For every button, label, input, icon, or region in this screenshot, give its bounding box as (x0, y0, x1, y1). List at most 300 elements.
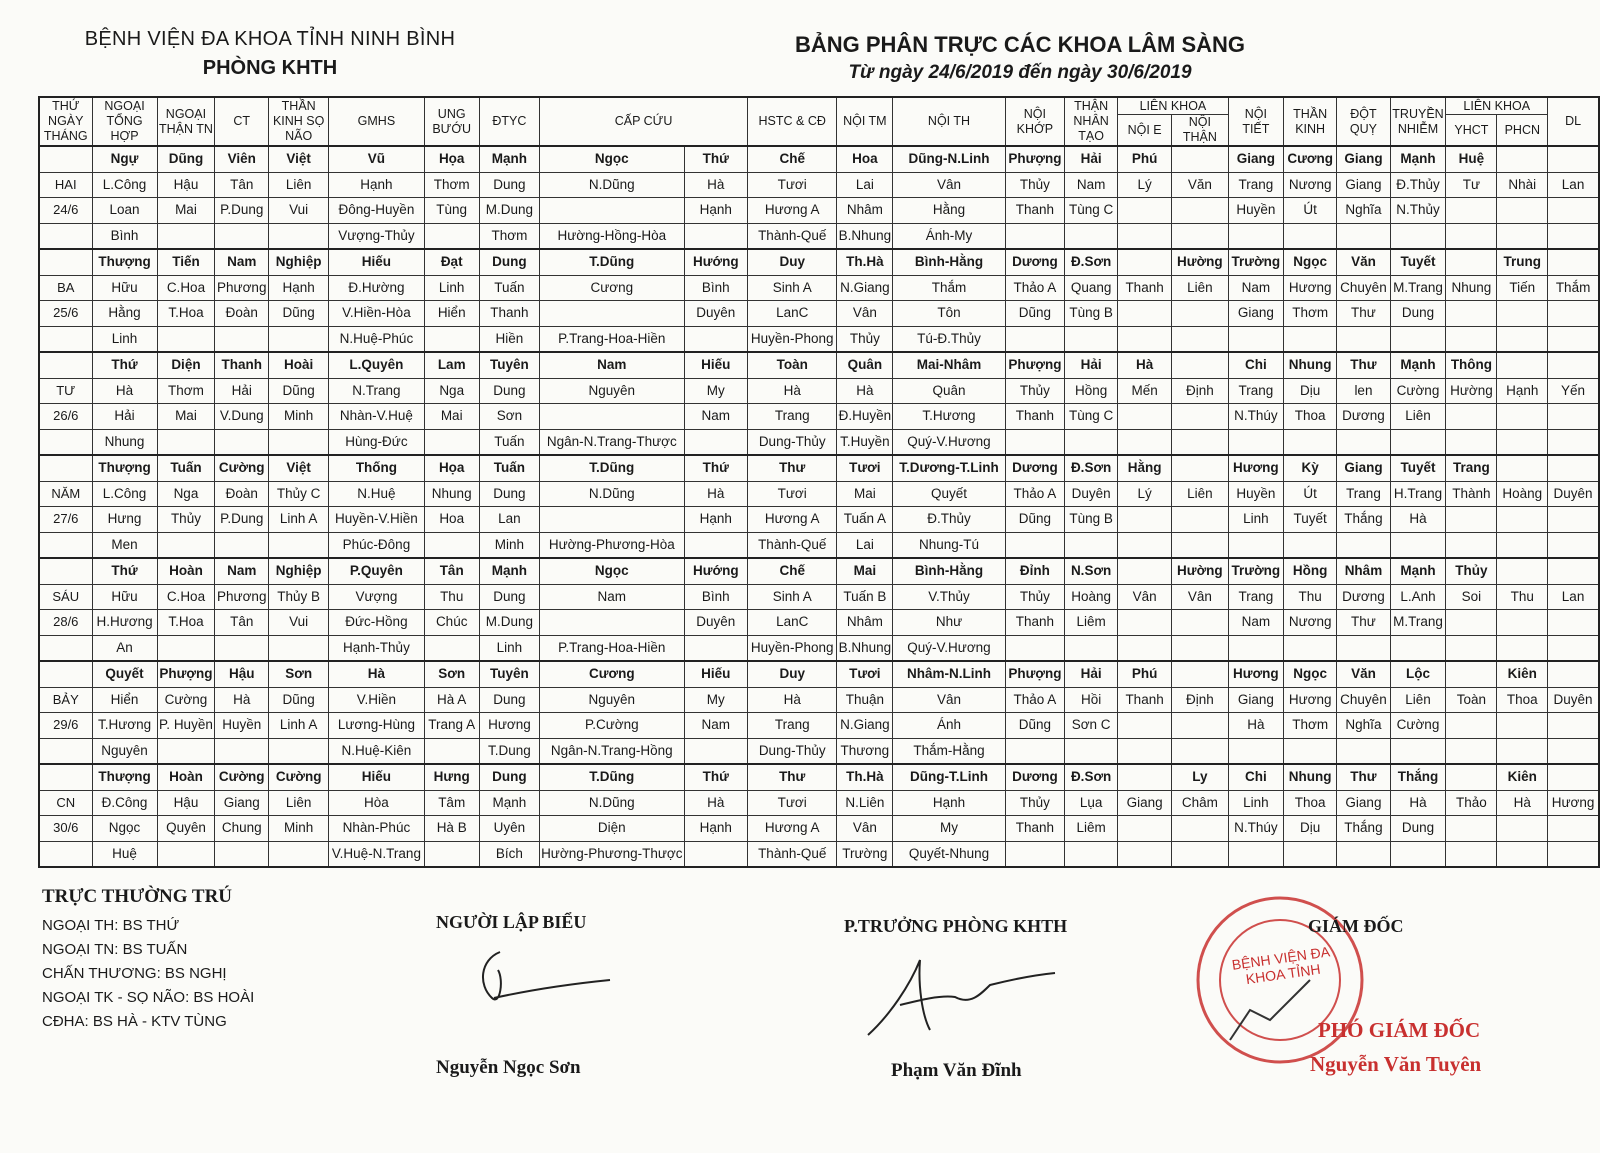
table-cell: Hường-Hồng-Hòa (540, 223, 684, 249)
table-cell: Hoàn (157, 764, 215, 790)
table-cell: Duy (748, 661, 837, 687)
table-cell: Hà (92, 378, 157, 404)
table-cell (1497, 532, 1548, 558)
table-cell: Thanh (215, 352, 269, 378)
table-cell: Nhâm-N.Linh (893, 661, 1005, 687)
table-cell (1446, 661, 1497, 687)
table-cell: Thanh (1118, 275, 1172, 301)
table-cell: Dung (1390, 301, 1446, 327)
table-cell (1172, 738, 1229, 764)
table-cell (1497, 326, 1548, 352)
table-cell: Dung-Thủy (748, 429, 837, 455)
day-date: 25/6 (39, 301, 92, 327)
col-ngoai-than-tn: NGOẠI THẬN TN (157, 97, 215, 146)
table-cell (269, 841, 329, 867)
table-cell: LanC (748, 301, 837, 327)
table-cell: Hướng (684, 558, 748, 584)
table-cell (215, 429, 269, 455)
table-cell: Nhàn-V.Huệ (329, 404, 424, 430)
table-cell: Tuyết (1284, 507, 1337, 533)
day-cell (39, 326, 92, 352)
resident-duty-title: TRỰC THƯỜNG TRÚ (42, 886, 233, 907)
table-cell: B.Nhung (837, 635, 893, 661)
table-cell (157, 532, 215, 558)
table-row (39, 610, 1599, 636)
table-cell: Sơn C (1065, 713, 1118, 739)
table-cell: Tùng B (1065, 301, 1118, 327)
table-cell: Hồng (1065, 378, 1118, 404)
table-cell (1497, 404, 1548, 430)
table-cell: Vân (1118, 584, 1172, 610)
table-cell: Hạnh (1497, 378, 1548, 404)
table-row (39, 532, 1599, 558)
table-cell (1337, 223, 1390, 249)
table-cell: Hà (684, 790, 748, 816)
table-cell: Cương (540, 661, 684, 687)
table-cell: Hà (837, 378, 893, 404)
table-cell: Dương (1005, 455, 1064, 481)
table-cell: Liên (1172, 481, 1229, 507)
table-cell: Dũng (1005, 301, 1064, 327)
table-cell (1446, 764, 1497, 790)
table-cell: Quyết (893, 481, 1005, 507)
table-cell (1497, 841, 1548, 867)
col-phcn: PHCN (1497, 115, 1548, 147)
table-cell: Huệ (92, 841, 157, 867)
table-cell: Cường (1390, 378, 1446, 404)
table-cell (1172, 661, 1229, 687)
table-cell: Thứ (92, 352, 157, 378)
table-cell: Chúc (424, 610, 479, 636)
table-cell: Dũng (269, 687, 329, 713)
table-row (39, 816, 1599, 842)
table-cell: Mạnh (1390, 352, 1446, 378)
table-cell: Dung (479, 481, 539, 507)
table-cell: Trang (1337, 481, 1390, 507)
table-cell: N.Dũng (540, 481, 684, 507)
col-noi-khop: NỘI KHỚP (1005, 97, 1064, 146)
table-row (39, 378, 1599, 404)
table-cell (1118, 558, 1172, 584)
table-cell (1548, 223, 1599, 249)
table-row (39, 429, 1599, 455)
table-cell: Tân (424, 558, 479, 584)
day-label: BA (39, 275, 92, 301)
day-cell (39, 532, 92, 558)
table-cell: Chi (1228, 764, 1283, 790)
table-cell: Quý-V.Hương (893, 635, 1005, 661)
table-cell: Quang (1065, 275, 1118, 301)
table-cell: Hương (1548, 790, 1599, 816)
table-cell: Thống (329, 455, 424, 481)
table-cell: Lý (1118, 172, 1172, 198)
table-cell (215, 532, 269, 558)
table-cell (1118, 841, 1172, 867)
table-cell (1118, 507, 1172, 533)
table-cell: N.Dũng (540, 790, 684, 816)
table-cell: Dũng (1005, 713, 1064, 739)
table-cell: Tươi (748, 172, 837, 198)
table-cell: Hạnh (684, 816, 748, 842)
table-cell: Tuấn (479, 275, 539, 301)
table-cell: Toàn (748, 352, 837, 378)
table-cell: Việt (269, 455, 329, 481)
table-cell: Thành-Quế (748, 532, 837, 558)
table-cell: Thắm-Hằng (893, 738, 1005, 764)
table-cell: Duyên (1548, 687, 1599, 713)
table-cell (1005, 429, 1064, 455)
preparer-name: Nguyễn Ngọc Sơn (436, 1057, 581, 1078)
table-cell: Lai (837, 532, 893, 558)
table-cell: P.Dung (215, 507, 269, 533)
col-noi-tiet: NỘI TIẾT (1228, 97, 1283, 146)
table-cell: Quân (837, 352, 893, 378)
table-cell: Tươi (837, 455, 893, 481)
table-cell (684, 635, 748, 661)
table-cell: Thảo A (1005, 275, 1064, 301)
table-cell: Lan (1548, 584, 1599, 610)
table-cell: Mạnh (1390, 146, 1446, 172)
table-cell: Thoa (1284, 790, 1337, 816)
table-cell: Thanh (1005, 198, 1064, 224)
table-cell: Minh (479, 532, 539, 558)
table-cell (1337, 841, 1390, 867)
table-cell: Yến (1548, 378, 1599, 404)
table-cell: Thủy (1005, 584, 1064, 610)
table-cell (1390, 841, 1446, 867)
table-cell: Nghĩa (1337, 198, 1390, 224)
table-cell: Kiên (1497, 661, 1548, 687)
table-cell: Dương (1005, 764, 1064, 790)
table-cell: Thắng (1337, 816, 1390, 842)
table-cell: Nam (684, 404, 748, 430)
table-row (39, 455, 1599, 481)
col-gmhs: GMHS (329, 97, 424, 146)
department-name: PHÒNG KHTH (202, 57, 338, 79)
table-cell (540, 198, 684, 224)
table-cell: Thanh (1005, 610, 1064, 636)
table-cell (1497, 816, 1548, 842)
table-cell (1548, 661, 1599, 687)
col-noi-e: NỘI E (1118, 115, 1172, 147)
table-cell (1228, 841, 1283, 867)
table-cell: T.Hương (92, 713, 157, 739)
table-cell: Phúc-Đông (329, 532, 424, 558)
table-row (39, 172, 1599, 198)
col-hstc-cd: HSTC & CĐ (748, 97, 837, 146)
table-cell (1497, 146, 1548, 172)
table-cell (1390, 635, 1446, 661)
table-cell: L.Công (92, 172, 157, 198)
table-cell: N.Thúy (1228, 816, 1283, 842)
table-cell (269, 532, 329, 558)
table-cell: Hà (1228, 713, 1283, 739)
table-cell (540, 301, 684, 327)
table-cell: Thu (1284, 584, 1337, 610)
table-cell: Dũng (269, 301, 329, 327)
table-cell: Nhâm (837, 610, 893, 636)
table-cell: T.Dũng (540, 455, 684, 481)
table-cell (1172, 223, 1229, 249)
table-cell: Dũng (157, 146, 215, 172)
table-cell: Thương (837, 738, 893, 764)
table-cell (1005, 532, 1064, 558)
table-cell: T.Hoa (157, 610, 215, 636)
table-cell (1005, 326, 1064, 352)
table-cell: Tú-Đ.Thủy (893, 326, 1005, 352)
table-cell: Hường (1172, 249, 1229, 275)
table-cell (1446, 532, 1497, 558)
table-cell: Bình-Hằng (893, 249, 1005, 275)
table-cell: N.Huệ-Phúc (329, 326, 424, 352)
table-cell: L.Anh (1390, 584, 1446, 610)
table-cell: Nhàn-Phúc (329, 816, 424, 842)
table-cell: Trang (1228, 378, 1283, 404)
table-cell: Hưng (92, 507, 157, 533)
table-cell: Diện (157, 352, 215, 378)
table-cell: Nghiệp (269, 558, 329, 584)
table-cell (424, 738, 479, 764)
table-cell: Dịu (1284, 816, 1337, 842)
table-cell (424, 635, 479, 661)
table-cell: Đ.Sơn (1065, 764, 1118, 790)
table-cell: V.Hiền (329, 687, 424, 713)
table-row (39, 687, 1599, 713)
table-cell: Đỉnh (1005, 558, 1064, 584)
table-cell: Hoa (837, 146, 893, 172)
table-cell (1284, 635, 1337, 661)
col-noi-than: NỘI THẬN (1172, 115, 1229, 147)
table-cell (1172, 198, 1229, 224)
table-cell: Vân (893, 687, 1005, 713)
table-cell: Nam (684, 713, 748, 739)
table-cell: Vui (269, 198, 329, 224)
table-cell: Thoa (1284, 404, 1337, 430)
table-cell: Huyền (1228, 198, 1283, 224)
table-cell (157, 738, 215, 764)
table-cell: Lai (837, 172, 893, 198)
table-cell: Nhung (1284, 352, 1337, 378)
day-cell (39, 635, 92, 661)
table-cell: Đoàn (215, 301, 269, 327)
table-cell: N.Giang (837, 275, 893, 301)
table-cell: N.Sơn (1065, 558, 1118, 584)
table-cell: Thủy C (269, 481, 329, 507)
table-cell (1118, 223, 1172, 249)
table-cell: Huyền-Phong (748, 635, 837, 661)
table-cell: Họa (424, 146, 479, 172)
table-cell: Hương A (748, 816, 837, 842)
table-cell: Liên (269, 172, 329, 198)
table-cell: Tuyết (1390, 455, 1446, 481)
table-cell: Giang (1118, 790, 1172, 816)
table-cell: Vượng-Thủy (329, 223, 424, 249)
table-cell: Đ.Công (92, 790, 157, 816)
table-cell: Bình (684, 275, 748, 301)
table-row (39, 404, 1599, 430)
table-cell (1337, 738, 1390, 764)
table-cell: Út (1284, 198, 1337, 224)
table-cell (1118, 301, 1172, 327)
table-cell: Dương (1005, 249, 1064, 275)
table-cell (684, 532, 748, 558)
table-cell: Tân (215, 610, 269, 636)
table-cell: Ánh-My (893, 223, 1005, 249)
table-cell: Nhung (92, 429, 157, 455)
table-cell: Hằng (893, 198, 1005, 224)
table-cell: Hải (92, 404, 157, 430)
table-cell: Hà (215, 687, 269, 713)
day-cell (39, 455, 92, 481)
table-cell: Thành (1446, 481, 1497, 507)
table-cell: Phượng (1005, 661, 1064, 687)
table-cell: Hồng (1284, 558, 1337, 584)
table-cell (157, 223, 215, 249)
table-cell: L.Quyên (329, 352, 424, 378)
table-cell: Thảo A (1005, 687, 1064, 713)
table-cell: Tân (215, 172, 269, 198)
table-cell: Dịu (1284, 378, 1337, 404)
table-cell: Soi (1446, 584, 1497, 610)
table-cell: Hải (1065, 352, 1118, 378)
table-cell (1118, 249, 1172, 275)
table-cell (1118, 764, 1172, 790)
table-cell: Hà (684, 172, 748, 198)
col-dl: DL (1548, 97, 1599, 146)
table-cell: Thư (748, 764, 837, 790)
table-cell: Dung (1390, 816, 1446, 842)
table-cell (540, 507, 684, 533)
table-cell: Quý-V.Hương (893, 429, 1005, 455)
table-cell: Phương (215, 584, 269, 610)
table-cell: Thượng (92, 764, 157, 790)
table-cell: Lý (1118, 481, 1172, 507)
table-cell: Hà B (424, 816, 479, 842)
table-cell (1118, 816, 1172, 842)
table-cell: Loan (92, 198, 157, 224)
table-cell: P.Cường (540, 713, 684, 739)
table-cell: Tuấn A (837, 507, 893, 533)
table-cell: Trung (1497, 249, 1548, 275)
table-cell: P.Trang-Hoa-Hiền (540, 635, 684, 661)
duty-schedule-table (38, 96, 1600, 868)
day-label: CN (39, 790, 92, 816)
table-cell: Bình (684, 584, 748, 610)
table-cell: Mạnh (479, 146, 539, 172)
resident-duty-item: NGOẠI TH: BS THỨ (42, 917, 180, 934)
table-cell: Giang (1337, 172, 1390, 198)
table-cell (1497, 301, 1548, 327)
table-cell: Thảo (1446, 790, 1497, 816)
table-cell: Sinh A (748, 584, 837, 610)
table-cell: Hưng (424, 764, 479, 790)
table-cell: Minh (269, 816, 329, 842)
table-cell: Quân (893, 378, 1005, 404)
table-cell: Sơn (424, 661, 479, 687)
table-cell (1497, 738, 1548, 764)
resident-duty-item: NGOẠI TN: BS TUẤN (42, 941, 188, 958)
day-cell (39, 429, 92, 455)
table-cell (1497, 429, 1548, 455)
table-row (39, 738, 1599, 764)
table-cell (1446, 841, 1497, 867)
table-cell: Thành-Quế (748, 841, 837, 867)
table-cell (1548, 841, 1599, 867)
table-cell: Nam (215, 558, 269, 584)
table-cell: Như (893, 610, 1005, 636)
table-cell (1390, 429, 1446, 455)
table-cell (1497, 635, 1548, 661)
table-cell: Hạnh (893, 790, 1005, 816)
table-cell: B.Nhung (837, 223, 893, 249)
table-cell: Vân (893, 172, 1005, 198)
table-cell (1390, 223, 1446, 249)
table-cell (1172, 635, 1229, 661)
table-cell (1172, 455, 1229, 481)
day-label: SÁU (39, 584, 92, 610)
table-cell: Tuấn (479, 455, 539, 481)
day-date: 30/6 (39, 816, 92, 842)
table-cell (1446, 635, 1497, 661)
table-cell: T.Huyền (837, 429, 893, 455)
day-cell (39, 738, 92, 764)
table-cell: Dung (479, 172, 539, 198)
table-cell (1065, 429, 1118, 455)
table-cell: Giang (1228, 687, 1283, 713)
deputy-head-name: Phạm Văn Đĩnh (891, 1060, 1022, 1081)
hospital-name: BỆNH VIỆN ĐA KHOA TỈNH NINH BÌNH (84, 28, 456, 50)
table-cell: Mai (837, 481, 893, 507)
table-cell: Thủy (837, 326, 893, 352)
resident-duty-item: CHẤN THƯƠNG: BS NGHỊ (42, 965, 227, 982)
table-cell (1172, 507, 1229, 533)
table-cell (1118, 635, 1172, 661)
table-cell (1548, 301, 1599, 327)
table-cell (1446, 326, 1497, 352)
table-cell: Lan (1548, 172, 1599, 198)
table-row (39, 713, 1599, 739)
table-cell: Hương (1228, 455, 1283, 481)
table-cell: Linh A (269, 507, 329, 533)
table-cell: Hùng-Đức (329, 429, 424, 455)
table-cell: Định (1172, 378, 1229, 404)
table-cell (1446, 223, 1497, 249)
table-cell (1228, 635, 1283, 661)
table-cell (684, 223, 748, 249)
table-cell: Bích (479, 841, 539, 867)
table-cell: Phượng (1005, 146, 1064, 172)
table-cell (1390, 532, 1446, 558)
table-row (39, 223, 1599, 249)
table-cell: H.Hương (92, 610, 157, 636)
table-cell: Hiếu (329, 764, 424, 790)
table-cell: Giang (215, 790, 269, 816)
table-cell (1446, 429, 1497, 455)
table-cell (1548, 326, 1599, 352)
table-cell: Th.Hà (837, 249, 893, 275)
table-cell: N.Thúy (1228, 404, 1283, 430)
table-cell: P.Dung (215, 198, 269, 224)
table-cell (1172, 610, 1229, 636)
table-cell: Ngọc (92, 816, 157, 842)
table-cell: Út (1284, 481, 1337, 507)
table-cell: Cường (157, 687, 215, 713)
table-row (39, 326, 1599, 352)
table-cell (1284, 223, 1337, 249)
table-cell (1548, 713, 1599, 739)
table-cell: Thủy (1005, 172, 1064, 198)
table-cell: Mến (1118, 378, 1172, 404)
